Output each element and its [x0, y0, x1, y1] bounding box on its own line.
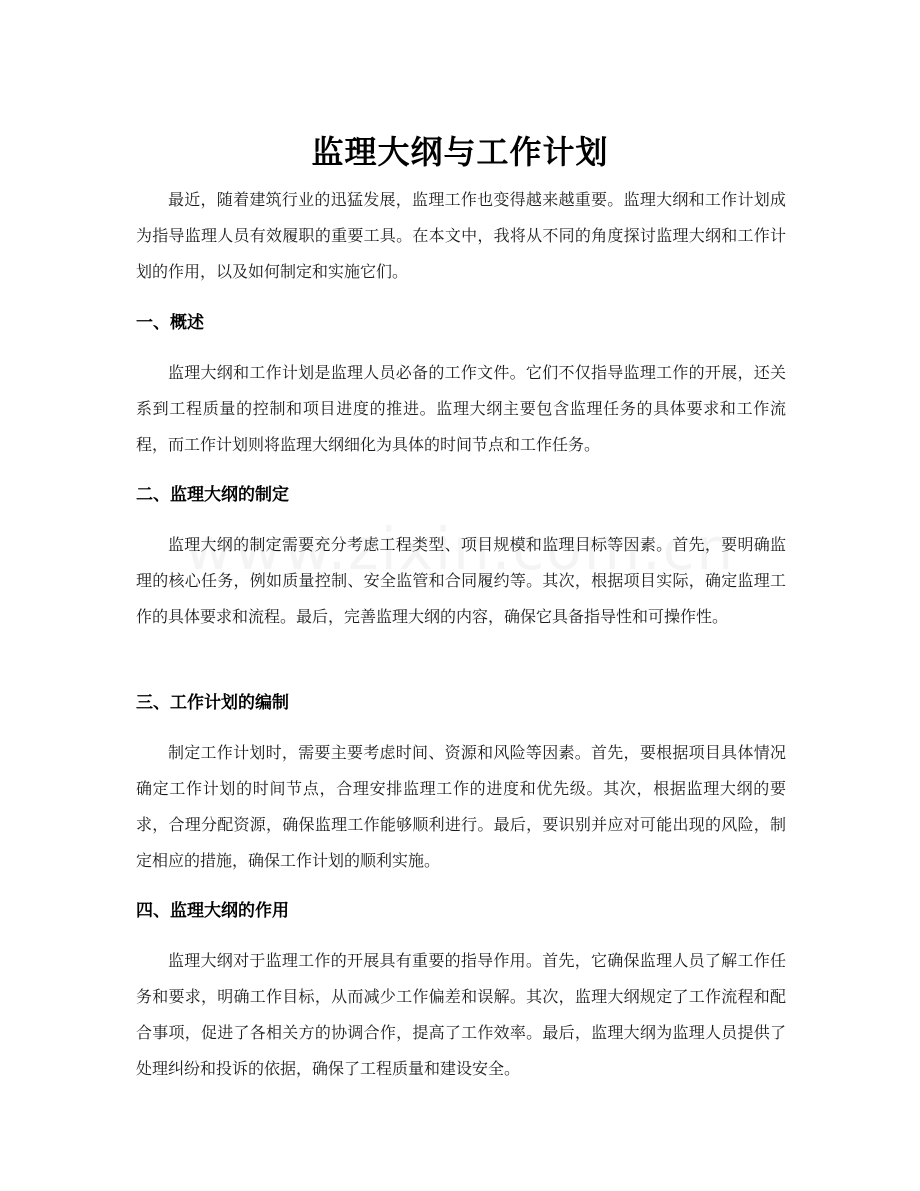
page-title: 监理大纲与工作计划 [311, 133, 609, 172]
section-heading-plan-compilation: 三、工作计划的编制 [136, 693, 289, 713]
section-heading-overview: 一、概述 [136, 313, 204, 333]
intro-paragraph: 最近，随着建筑行业的迅猛发展，监理工作也变得越来越重要。监理大纲和工作计划成为指导监理人员有效履职的重要工具。在本文中，我将从不同的角度探讨监理大纲和工作计划的作用，以及如何制定和实施它们。 [136, 190, 786, 281]
section-body-outline-role: 监理大纲对于监理工作的开展具有重要的指导作用。首先，它确保监理人员了解工作任务和要求，明确工作目标，从而减少工作偏差和误解。其次，监理大纲规定了工作流程和配合事项，促进了各相关方的协调合作，提高了工作效率。最后，监理大纲为监理人员提供了处理纠纷和投诉的依据，确保了工程质量和建设安全。 [136, 951, 786, 1078]
section-body-overview: 监理大纲和工作计划是监理人员必备的工作文件。它们不仅指导监理工作的开展，还关系到工程质量的控制和项目进度的推进。监理大纲主要包含监理任务的具体要求和工作流程，而工作计划则将监理大纲细化为具体的时间节点和工作任务。 [136, 363, 786, 454]
section-body-outline-creation: 监理大纲的制定需要充分考虑工程类型、项目规模和监理目标等因素。首先，要明确监理的核心任务，例如质量控制、安全监管和合同履约等。其次，根据项目实际，确定监理工作的具体要求和流程。最后，完善监理大纲的内容，确保它具备指导性和可操作性。 [136, 535, 786, 626]
section-heading-outline-role: 四、监理大纲的作用 [136, 901, 289, 921]
section-body-plan-compilation: 制定工作计划时，需要主要考虑时间、资源和风险等因素。首先，要根据项目具体情况确定工作计划的时间节点，合理安排监理工作的进度和优先级。其次，根据监理大纲的要求，合理分配资源，确保监理工作能够顺利进行。最后，要识别并应对可能出现的风险，制定相应的措施，确保工作计划的顺利实施。 [136, 743, 786, 870]
section-heading-outline-creation: 二、监理大纲的制定 [136, 485, 289, 505]
